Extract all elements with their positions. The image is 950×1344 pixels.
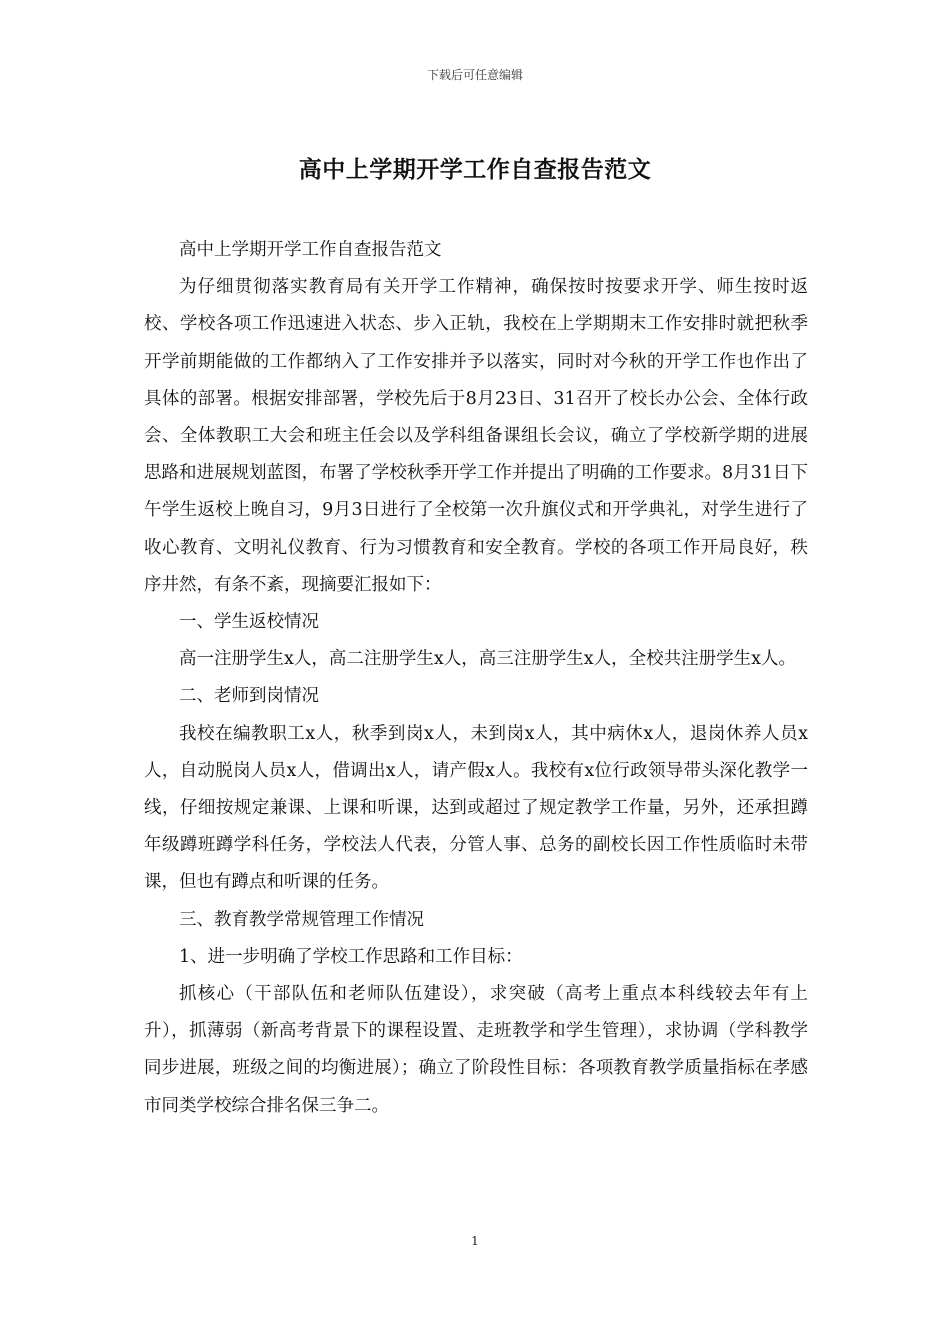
section-heading: 三、教育教学常规管理工作情况	[179, 909, 424, 930]
section-heading: 二、老师到岗情况	[179, 686, 319, 707]
body-paragraph: 为仔细贯彻落实教育局有关开学工作精神，确保按时按要求开学、师生按时返校、学校各项工作迅速进入状态、步入正轨，我校在上学期期末工作安排时就把秋季开学前期能做的工作都纳入了工作安排并予以落实，同时对今秋的开学工作也作出了具体的部署。根据安排部署，学校先后于8月23日、31召开了校长办公会、全体行政会、全体教职工大会和班主任会以及学科组备课组长会议，确立了学校新学期的进展思路和进展规划蓝图，布署了学校秋季开学工作并提出了明确的工作要求。8月31日下午学生返校上晚自习，9月3日进行了全校第一次升旗仪式和开学典礼，对学生进行了收心教育、文明礼仪教育、行为习惯教育和安全教育。学校的各项工作开局良好，秩序井然，有条不紊，现摘要汇报如下：	[144, 277, 808, 595]
subsection-heading: 1、进一步明确了学校工作思路和工作目标：	[179, 946, 523, 967]
body-paragraph: 高一注册学生x人，高二注册学生x人，高三注册学生x人，全校共注册学生x人。	[179, 649, 796, 670]
body-paragraph: 高中上学期开学工作自查报告范文	[179, 240, 442, 260]
document-body	[144, 232, 808, 1125]
section-heading: 一、学生返校情况	[179, 612, 319, 633]
page-header-note: 下载后可任意编辑	[426, 68, 523, 82]
body-paragraph: 抓核心（干部队伍和老师队伍建设），求突破（高考上重点本科线较去年有上升），抓薄弱（新高考背景下的课程设置、走班教学和学生管理），求协调（学科教学同步进展，班级之间的均衡进展）；确立了阶段性目标：各项教育教学质量指标在孝感市同类学校综合排名保三争二。	[144, 984, 808, 1116]
body-paragraph: 我校在编教职工x人，秋季到岗x人，未到岗x人，其中病休x人，退岗休养人员x人，自动脱岗人员x人，借调出x人，请产假x人。我校有x位行政领导带头深化教学一线，仔细按规定兼课、上课和听课，达到或超过了规定教学工作量，另外，还承担蹲年级蹲班蹲学科任务，学校法人代表，分管人事、总务的副校长因工作性质临时未带课，但也有蹲点和听课的任务。	[144, 723, 808, 893]
page-number: 1	[471, 1234, 479, 1248]
document-title: 高中上学期开学工作自查报告范文	[298, 156, 652, 183]
